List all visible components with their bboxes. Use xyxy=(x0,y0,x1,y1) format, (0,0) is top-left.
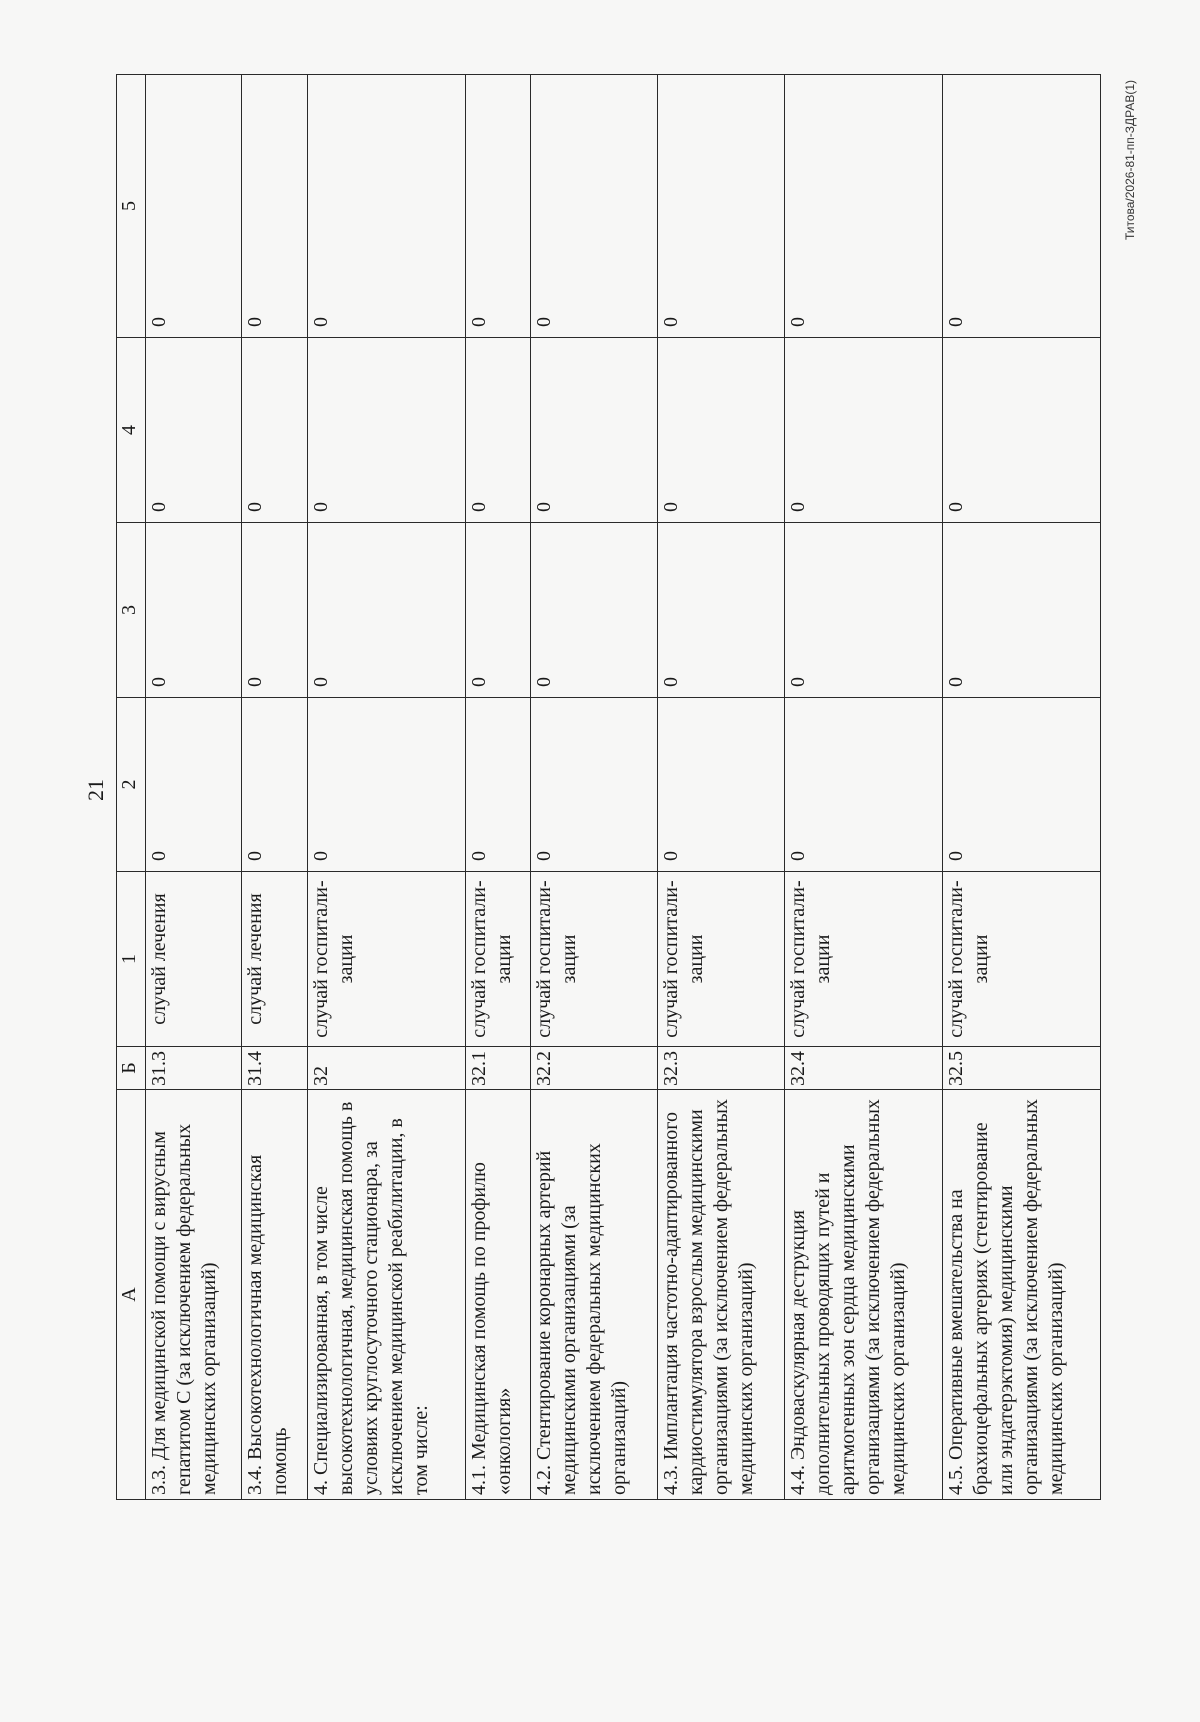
table-row xyxy=(785,75,943,1500)
header-cell: Б xyxy=(117,1047,146,1090)
value-cell: 0 xyxy=(943,75,1101,338)
row-unit-cell: случай лечения xyxy=(242,872,307,1047)
row-unit-cell: случай госпитали-зации xyxy=(465,872,530,1047)
row-name-cell: 4.2. Стентирование коронарных артерий медицинскими организациями (за исключением федеральных медицинских организаций) xyxy=(530,1090,657,1500)
row-code-cell: 32.5 xyxy=(943,1047,1101,1090)
value-cell: 0 xyxy=(146,523,242,698)
value-cell: 0 xyxy=(307,75,465,338)
value-cell: 0 xyxy=(146,75,242,338)
row-code-cell: 32.4 xyxy=(785,1047,943,1090)
value-cell: 0 xyxy=(307,523,465,698)
row-unit-cell: случай госпитали-зации xyxy=(658,872,785,1047)
value-cell: 0 xyxy=(658,338,785,523)
row-code-cell: 32.2 xyxy=(530,1047,657,1090)
row-name-cell: 3.3. Для медицинской помощи с вирусным гепатитом С (за исключением федеральных медицинских организаций) xyxy=(146,1090,242,1500)
page-number-text: 21 xyxy=(83,779,108,801)
header-cell: 4 xyxy=(117,338,146,523)
row-name-cell: 4.5. Оперативные вмешательства на брахиоцефальных артериях (стентирование или эндатерэктомия) медицинскими организациями (за исключением федеральных медицинских организаций) xyxy=(943,1090,1101,1500)
value-cell: 0 xyxy=(785,75,943,338)
value-cell: 0 xyxy=(785,523,943,698)
row-unit-cell: случай госпитали-зации xyxy=(943,872,1101,1047)
document-code-text: Титова/2026-81-пп-ЗДРАВ(1) xyxy=(1123,79,1137,241)
row-code-cell: 31.3 xyxy=(146,1047,242,1090)
value-cell: 0 xyxy=(242,338,307,523)
row-unit-cell: случай госпитали-зации xyxy=(785,872,943,1047)
row-name-cell: 4. Специализированная, в том числе высокотехнологичная, медицинская помощь в условиях круглосуточного стационара, за исключением медицинской реабилитации, в том числе: xyxy=(307,1090,465,1500)
table-row xyxy=(307,75,465,1500)
value-cell: 0 xyxy=(530,698,657,872)
value-cell: 0 xyxy=(465,523,530,698)
value-cell: 0 xyxy=(658,75,785,338)
row-name-cell: 4.1. Медицинская помощь по профилю «онкология» xyxy=(465,1090,530,1500)
table-row xyxy=(242,75,307,1500)
table-header-row xyxy=(117,75,146,1500)
header-cell: 1 xyxy=(117,872,146,1047)
value-cell: 0 xyxy=(943,698,1101,872)
table-row xyxy=(530,75,657,1500)
value-cell: 0 xyxy=(943,338,1101,523)
table-row xyxy=(146,75,242,1500)
row-code-cell: 32 xyxy=(307,1047,465,1090)
data-table xyxy=(116,74,1101,1500)
value-cell: 0 xyxy=(530,338,657,523)
value-cell: 0 xyxy=(242,698,307,872)
value-cell: 0 xyxy=(530,75,657,338)
header-cell: А xyxy=(117,1090,146,1500)
value-cell: 0 xyxy=(146,338,242,523)
row-code-cell: 32.1 xyxy=(465,1047,530,1090)
row-unit-cell: случай госпитали-зации xyxy=(307,872,465,1047)
row-unit-cell: случай лечения xyxy=(146,872,242,1047)
value-cell: 0 xyxy=(658,523,785,698)
value-cell: 0 xyxy=(465,75,530,338)
table-row xyxy=(943,75,1101,1500)
value-cell: 0 xyxy=(785,338,943,523)
header-cell: 5 xyxy=(117,75,146,338)
value-cell: 0 xyxy=(146,698,242,872)
value-cell: 0 xyxy=(658,698,785,872)
value-cell: 0 xyxy=(530,523,657,698)
value-cell: 0 xyxy=(465,338,530,523)
row-name-cell: 4.3. Имплантация частотно-адаптированного кардиостимулятора взрослым медицинскими организациями (за исключением федеральных медицинских организаций) xyxy=(658,1090,785,1500)
row-name-cell: 4.4. Эндоваскулярная деструкция дополнительных проводящих путей и аритмогенных зон сердца медицинскими организациями (за исключением федеральных медицинских организаций) xyxy=(785,1090,943,1500)
value-cell: 0 xyxy=(242,523,307,698)
row-name-cell: 3.4. Высокотехнологичная медицинская помощь xyxy=(242,1090,307,1500)
header-cell: 2 xyxy=(117,698,146,872)
table-row xyxy=(658,75,785,1500)
value-cell: 0 xyxy=(242,75,307,338)
header-cell: 3 xyxy=(117,523,146,698)
value-cell: 0 xyxy=(307,338,465,523)
row-unit-cell: случай госпитали-зации xyxy=(530,872,657,1047)
value-cell: 0 xyxy=(307,698,465,872)
value-cell: 0 xyxy=(785,698,943,872)
row-code-cell: 31.4 xyxy=(242,1047,307,1090)
value-cell: 0 xyxy=(465,698,530,872)
value-cell: 0 xyxy=(943,523,1101,698)
row-code-cell: 32.3 xyxy=(658,1047,785,1090)
rotated-table-container xyxy=(116,75,1101,1500)
table-row xyxy=(465,75,530,1500)
